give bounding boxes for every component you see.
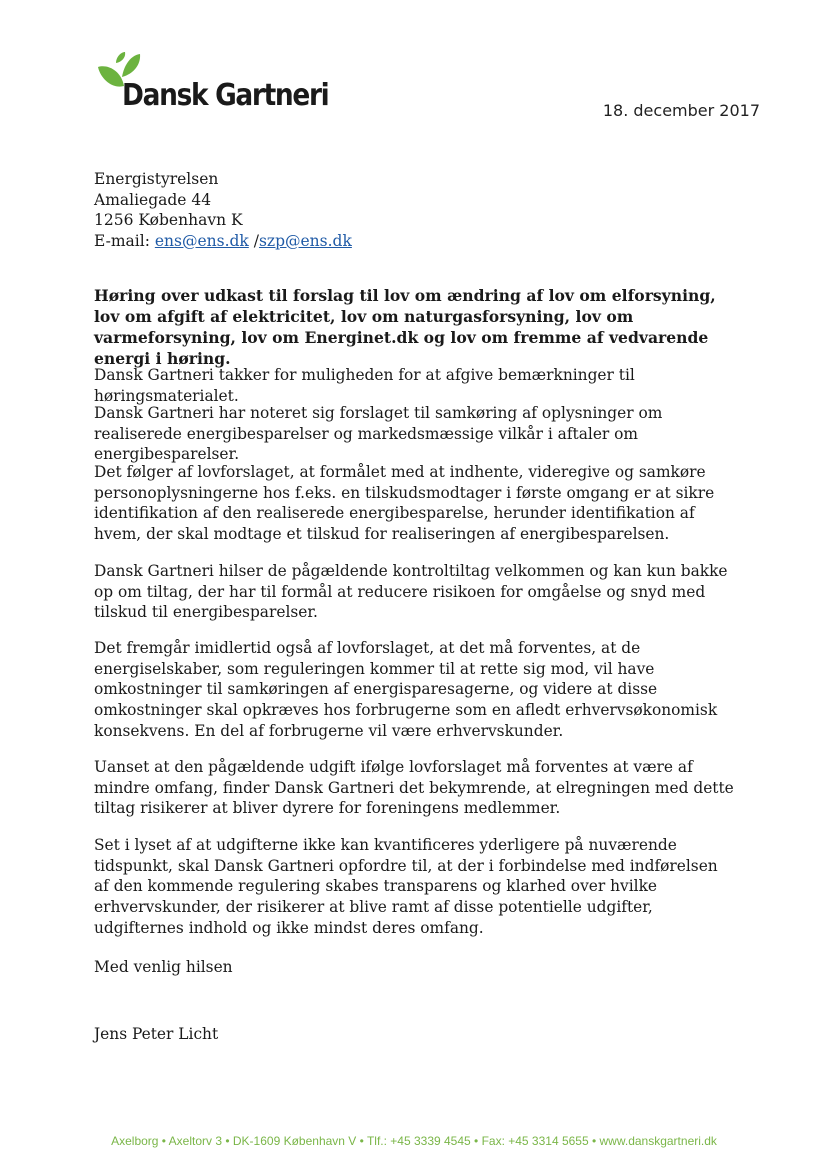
body-paragraph-7: Set i lyset af at udgifterne ikke kan kvantificeres yderligere på nuværende tidspunkt, skal Dansk Gartneri opfordre til, at der i forbindelse med indførelsen af den kommende regulering skabes transparens og klarhed over hvilke erhvervskunder, der risikerer at blive ramt af disse potentielle udgifter, udgifternes indhold og ikke mindst deres omfang. <box>94 836 718 937</box>
logo <box>95 52 329 118</box>
email-link-szp[interactable]: szp@ens.dk <box>258 231 352 250</box>
recipient-street: Amaliegade 44 <box>94 190 212 209</box>
email-label: E-mail: <box>94 231 155 250</box>
body-paragraph-5: Det fremgår imidlertid også af lovforslaget, at det må forventes, at de energiselskaber, som reguleringen kommer til at rette sig mod, vil have omkostninger til samkøringen af energisparesagerne, og videre at disse omkostninger skal opkræves hos forbrugerne som en afledt erhvervsøkonomisk konsekvens. En del af forbrugerne vil være erhvervskunder. <box>94 639 718 740</box>
recipient-email <box>94 231 352 252</box>
logo-text: Dansk Gartneri <box>122 78 329 113</box>
letter-subject: Høring over udkast til forslag til lov om ændring af lov om elforsyning, lov om afgift af elektricitet, lov om naturgasforsyning, lov om varmeforsyning, lov om Energinet.dk og lov om fremme af vedvarende energi i høring. <box>94 286 716 368</box>
recipient-address <box>94 169 352 251</box>
footer-contact: Axelborg • Axeltorv 3 • DK-1609 København V • Tlf.: +45 3339 4545 • Fax: +45 3314 5655 • www.danskgartneri.dk <box>111 1134 717 1148</box>
recipient-name: Energistyrelsen <box>94 170 219 188</box>
letter-date: 18. december 2017 <box>602 101 760 120</box>
email-link-ens[interactable]: ens@ens.dk <box>154 231 249 250</box>
email-separator: / <box>248 231 259 250</box>
body-paragraph-1: Dansk Gartneri takker for muligheden for at afgive bemærkninger til høringsmaterialet. <box>94 366 635 405</box>
body-paragraph-2: Dansk Gartneri har noteret sig forslaget til samkøring af oplysninger om realiserede energibesparelser og markedsmæssige vilkår i aftaler om energibesparelser. <box>94 404 663 464</box>
signature: Jens Peter Licht <box>94 1025 219 1043</box>
recipient-city: 1256 København K <box>94 211 243 229</box>
closing: Med venlig hilsen <box>94 958 233 976</box>
body-paragraph-6: Uanset at den pågældende udgift ifølge lovforslaget må forventes at være af mindre omfang, finder Dansk Gartneri det bekymrende, at elregningen med dette tiltag risikerer at bliver dyrere for foreningens medlemmer. <box>94 758 734 818</box>
body-paragraph-3: Det følger af lovforslaget, at formålet med at indhente, videregive og samkøre personoplysningerne hos f.eks. en tilskudsmodtager i første omgang er at sikre identifikation af den realiserede energibesparelse, herunder identifikation af hvem, der skal modtage et tilskud for realiseringen af energibesparelsen. <box>94 463 715 544</box>
body-paragraph-4: Dansk Gartneri hilser de pågældende kontroltiltag velkommen og kan kun bakke op om tiltag, der har til formål at reducere risikoen for omgåelse og snyd med tilskud til energibesparelser. <box>94 562 728 622</box>
